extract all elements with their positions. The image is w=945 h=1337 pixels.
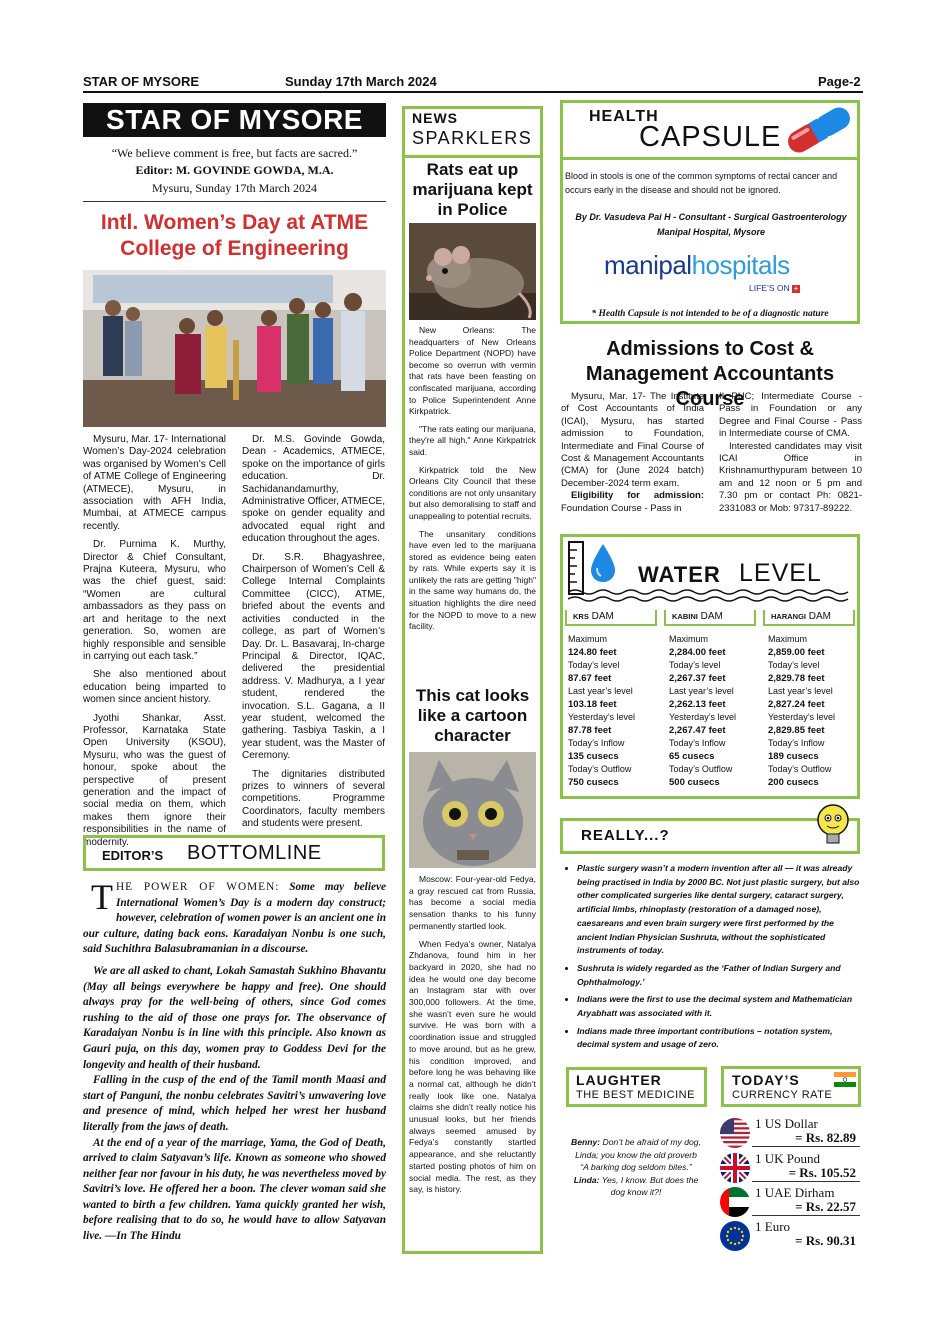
running-header-paper: STAR OF MYSORE [83,74,200,89]
womens-day-photo [83,270,386,427]
linda-name: Linda: [573,1174,600,1185]
health-hospital: Manipal Hospital, Mysore [656,227,766,237]
cat-headline: This cat looks like a cartoon character [415,686,530,745]
cma-col1 [561,391,704,521]
yesterday-value: 2,267.47 feet [669,725,726,736]
capsule-pill-icon [777,103,861,157]
eligibility-text: Foundation Course - Pass in [561,502,682,514]
harangi-dam-data [768,633,860,789]
benny-name: Benny: [571,1137,601,1147]
running-header-page: Page-2 [818,74,861,89]
currency-row-eur [720,1219,860,1251]
cat-photo [409,752,536,868]
womens-day-headline: Intl. Women’s Day at ATME College of Engineering [100,211,369,260]
currency-name: 1 Euro [755,1219,791,1234]
yesterday-label: Yesterday’s level [768,712,836,722]
currency-name: 1 US Dollar [755,1116,818,1131]
logo-tag: LIFE’S ON [749,283,790,293]
health-byline: By Dr. Vasudeva Pai H - Consultant - Surgical Gastroenterology [575,212,847,222]
laughter-label: LAUGHTER [576,1072,662,1088]
really-item: • Indians made three important contributions – notation system, decimal system and usage of zero. [577,1025,863,1052]
rats-headline: Rats eat up marijuana kept in Police [412,160,533,219]
today-value: 2,829.78 feet [768,673,825,684]
max-label: Maximum [669,634,709,644]
masthead-motto: “We believe comment is free, but facts are sacred.” [111,146,358,160]
editors-bottomline-body [83,877,387,1245]
today-label: Today’s level [669,660,721,670]
uae-flag-icon [720,1187,750,1217]
max-label: Maximum [768,634,808,644]
womens-day-para: She also mentioned about education being imparted to women since ancient history. [83,669,226,706]
masthead-rule [83,201,386,202]
rats-para: The unsanitary conditions have even led to the marijuana stored as evidence being eaten by rats. While experts say it is unlikely the rats are getting "high" in the same way humans do, the situation highlights the dire need for the NOPD to move to a new facility. [409,528,536,632]
yesterday-value: 87.78 feet [568,725,612,736]
currency-value: = Rs. 82.89 [795,1130,856,1145]
last-year-label: Last year’s level [568,686,633,696]
today-label: Today’s level [768,660,820,670]
last-year-value: 103.18 feet [568,699,617,710]
outflow-label: Today’s Outflow [568,764,632,774]
today-value: 2,267.37 feet [669,673,726,684]
lightbulb-icon [812,800,854,852]
capsule-label: CAPSULE [639,121,782,153]
editorial-para: We are all asked to chant, Lokah Samastah Sukhino Bhavantu (May all beings everywhere be happy and free). One should always pray for the well-being of others, since God comes rushing to the aid of those one prays for. The observance of Karadaiyan Nonbu is in line with this principle. Also known as Gauri puja, on this day, women pray to Goddess Devi for the longevity and health of their husband. [83,964,386,1071]
editors-label-light: BOTTOMLINE [187,842,322,864]
cma-para: Interested candidates may visit ICAI Office in Krishnamurthypuram between 10 am and 12 noon or 5 pm and 7.30 pm or contact Ph: 0821-2331083 or Mob: 97317-89222. [719,440,862,514]
eu-flag-icon [720,1221,750,1251]
currency-value: = Rs. 22.57 [795,1199,856,1214]
outflow-value: 500 cusecs [669,777,720,788]
kabini-dam-data [669,633,761,789]
health-text: Blood in stools is one of the common symptoms of rectal cancer and occurs early in the disease and should not be ignored. [565,171,838,195]
cat-para: When Fedya’s owner, Natalya Zhdanova, found him in her backyard in 2020, she had no idea he would one day become an Instagram star with over 300,000 followers. At the time, she wasn’t even sure he would survive. He was born with a coordination issue and struggled to move around, but as he grew, his condition improved, and before long he was behaving like a normal cat, although he didn’t really look like one. Natalya claims she didn’t really notice his unusual looks, but her friends always seemed amused by Fedya’s constantly startled appearance, and she reluctantly started posting photos of him on social media. The rest, as they say, is history. [409,938,536,1195]
harangi-dam-tab [763,610,855,626]
masthead-title: STAR OF MYSORE [83,103,386,137]
logo-manipal: manipal [604,250,692,280]
eligibility-label: Eligibility for admission: [571,490,704,502]
editorial-para: At the end of a year of the marriage, Yama, the God of Death, arrived to claim Satyavan’s life. Known as someone who showed neither fear nor favour in his duty, he was nevertheless moved by Savitri’s love. He offered her a boon. The clever woman said she wanted to birth a few children. Yama quickly granted her wish, before realising that to do so, he would have to allow Satyavan live. —In The Hindu [83,1136,386,1243]
today-label: Today’s level [568,660,620,670]
rat-photo [409,223,536,320]
currency-underline [752,1215,860,1216]
editorial-para: Falling in the cusp of the end of the Tamil month Maasi and start of Panguni, the nonbu celebrates Savitri’s unwavering love and presence of mind, which helped her wrest her husband literally from the jaws of death. [83,1074,386,1133]
outflow-value: 200 cusecs [768,777,819,788]
last-year-label: Last year’s level [768,686,833,696]
really-label: REALLY...? [581,827,670,844]
cat-para: Moscow: Four-year-old Fedya, a gray rescued cat from Russia, has become a social media sensation thanks to his funny permanently startled look. [409,874,536,931]
currency-underline [752,1181,860,1182]
womens-day-para: The dignitaries distributed prizes to winners of several competitions. Programme Coordinators, faculty members and students were present. [242,768,385,830]
dam-name-small: HARANGI [771,612,806,621]
currency-value: = Rs. 105.52 [788,1165,856,1180]
rats-story [409,325,536,639]
really-item: • Plastic surgery wasn’t a modern invention after all — it was already being practised in India by 2000 BC. Not just plastic surgery, but also other complicated surgeries like dental surgery, cataract surgery, artificial limbs, rhinoplasty (restoration of a damaged nose), caesareans and even brain surgery were first performed by the ancient Indian Physician Sushruta, without the sophisticated instruments of today. [577,862,863,958]
health-capsule-rule [560,157,860,160]
last-year-value: 2,262.13 feet [669,699,726,710]
header-rule [83,91,863,93]
cma-para: Mysuru, Mar. 17- The Institute of Cost Accountants of India (ICAI), Mysuru, has started admission to Foundation, Intermediate and Final Course of Cost & Management Accountants (CMA) for (June 2024 batch) December-2024 term exam. [561,391,704,489]
cma-para: II PUC; Intermediate Course - Pass in Foundation or any Degree and Final Course - Pass in Intermediate course of CMA. [719,391,862,440]
rats-para: Kirkpatrick told the New Orleans City Council that these conditions are not only unsanitary but also demoralising to staff and unappealing to potential recruits. [409,464,536,521]
us-flag-icon [720,1118,750,1148]
max-label: Maximum [568,634,608,644]
yesterday-label: Yesterday’s level [568,712,636,722]
uk-flag-icon [720,1153,750,1183]
dam-name: DAM [700,611,723,622]
benny-text: Don’t be afraid of my dog, Linda; you know the old proverb “A barking dog seldom bites.” [575,1137,701,1172]
logo-hospitals: hospitals [691,250,790,280]
dam-name: DAM [808,611,832,622]
outflow-value: 750 cusecs [568,777,619,788]
currency-rate-label: CURRENCY RATE [732,1089,833,1101]
running-header-date: Sunday 17th March 2024 [285,74,437,89]
rats-para: New Orleans: The headquarters of New Orleans Police Department (NOPD) have become so overrun with vermin that rats have been feasting on confiscated marijuana, according to Police Superintendent Anne Kirkpatrick. [409,325,536,417]
masthead-editor: Editor: M. GOVINDE GOWDA, M.A. [135,163,334,177]
plus-icon: + [793,283,799,293]
womens-day-para: Jyothi Shankar, Asst. Professor, Karnataka State Open University (KSOU), Mysuru, who was the guest of honour, spoke about the perspective of present generation and the impact of social media on them, which makes them ignore their responsibilities in the name of modernity. [83,712,226,848]
inflow-value: 189 cusecs [768,751,819,762]
really-item: • Sushruta is widely regarded as the ‘Father of Indian Surgery and Ophthalmology.’ [577,962,863,989]
outflow-label: Today’s Outflow [768,764,832,774]
logo-tagline [749,283,800,293]
todays-label: TODAY’S [732,1072,800,1088]
health-disclaimer: * Health Capsule is not intended to be of a diagnostic nature [591,309,829,319]
manipal-logo [604,250,790,281]
currency-underline [752,1146,860,1147]
last-year-label: Last year’s level [669,686,734,696]
best-medicine-label: THE BEST MEDICINE [576,1089,695,1101]
news-label: NEWS [412,110,458,126]
currency-row-aed [720,1185,860,1217]
max-value: 2,859.00 feet [768,647,825,658]
last-year-value: 2,827.24 feet [768,699,825,710]
womens-day-para: Dr. Purnima K. Murthy, Director & Chief Consultant, Prajna Kuteera, Mysuru, who was the chief guest, said: “Women are cultural ambassadors as they pass on art and heritage to the next generation. So, women are highly responsible and sensible in carrying out each task.” [83,539,226,662]
india-flag-icon [834,1072,856,1087]
kabini-dam-tab [664,610,756,626]
editorial-text: Some may believe International Women’s Day is a modern day construct; however, celebration of women power is an ancient one in our culture, dating back eons. Karadaiyan Nonbu is one such, said Suchithra Balasubramanian in a discourse. [83,881,387,956]
water-label-light: LEVEL [739,559,822,587]
inflow-label: Today’s Inflow [669,738,726,748]
max-value: 124.80 feet [568,647,617,658]
today-value: 87.67 feet [568,673,612,684]
news-sparklers-rule [402,155,543,158]
cma-eligibility [561,490,704,515]
outflow-label: Today’s Outflow [669,764,733,774]
krs-dam-data [568,633,660,789]
editors-bottomline-label [83,835,385,871]
rats-para: "The rats eating our marijuana, they're all high," Anne Kirkpatrick said. [409,423,536,457]
currency-value: = Rs. 90.31 [795,1233,856,1248]
max-value: 2,284.00 feet [669,647,726,658]
inflow-label: Today’s Inflow [568,738,625,748]
linda-text: Yes, I know. But does the dog know it?! [599,1174,699,1197]
really-item: • Indians were the first to use the decimal system and Mathematician Aryabhatt was associated with it. [577,993,863,1020]
currency-row-gbp [720,1151,860,1183]
editors-label-bold: EDITOR’S [102,848,164,863]
dam-name-small: KRS [573,612,589,621]
benny-line [571,1136,701,1174]
sparklers-label: SPARKLERS [412,128,533,148]
inflow-value: 65 cusecs [669,751,715,762]
womens-day-para: Mysuru, Mar. 17- International Women’s Day-2024 celebration was organised by Women’s Cell of ATME College of Engineering (ATMECE), Mysuru, in association with AFH India, Mumbai, at ATMECE campus recently. [83,434,226,532]
dam-name: DAM [591,611,614,622]
water-wave-decoration [568,588,853,604]
womens-day-col2 [242,434,385,837]
water-label-bold: WATER [638,562,721,587]
inflow-value: 135 cusecs [568,751,619,762]
currency-name: 1 UAE Dirham [755,1185,835,1200]
cma-headline: Admissions to Cost & Management Accountants Course [585,338,835,410]
really-list [565,862,863,1056]
yesterday-value: 2,829.85 feet [768,725,825,736]
health-label: HEALTH [589,108,659,125]
lead-caps: HE POWER OF WOMEN: [116,881,280,893]
currency-row-usd [720,1116,860,1148]
joke-text [571,1136,701,1199]
krs-dam-tab [565,610,657,626]
dam-name-small: KABINI [672,612,698,621]
currency-name: 1 UK Pound [755,1151,821,1166]
womens-day-para: Dr. S.R. Bhagyashree, Chairperson of Women’s Cell & College Internal Complaints Committee (CICC), ATME, briefed about the events and activities conducted in the college, as part of Women’s Day. Dr. L. Basavaraj, In-charge Principal & Director, IQAC, delivered the presidential address. V. Madhurya, a I year student, rendered the invocation. S.L. Gagana, a II year student, welcomed the gathering. Tasbiya Taskin, a I year student, was the Master of Ceremony. [242,551,385,762]
dropcap: T [91,877,113,917]
womens-day-para: Dr. M.S. Govinde Gowda, Dean - Academics, ATMECE, spoke on the importance of girls education. Dr. Sachidanandamurthy, Administrative Officer, ATMECE, spoke on gender equality and advocated equal right and education throughout the ages. [242,434,386,545]
inflow-label: Today’s Inflow [768,738,825,748]
cma-col2 [719,391,862,521]
linda-line [571,1174,701,1199]
cat-story [409,874,536,1202]
masthead-dateline: Mysuru, Sunday 17th March 2024 [152,181,317,195]
womens-day-col1 [83,434,226,855]
yesterday-label: Yesterday’s level [669,712,737,722]
